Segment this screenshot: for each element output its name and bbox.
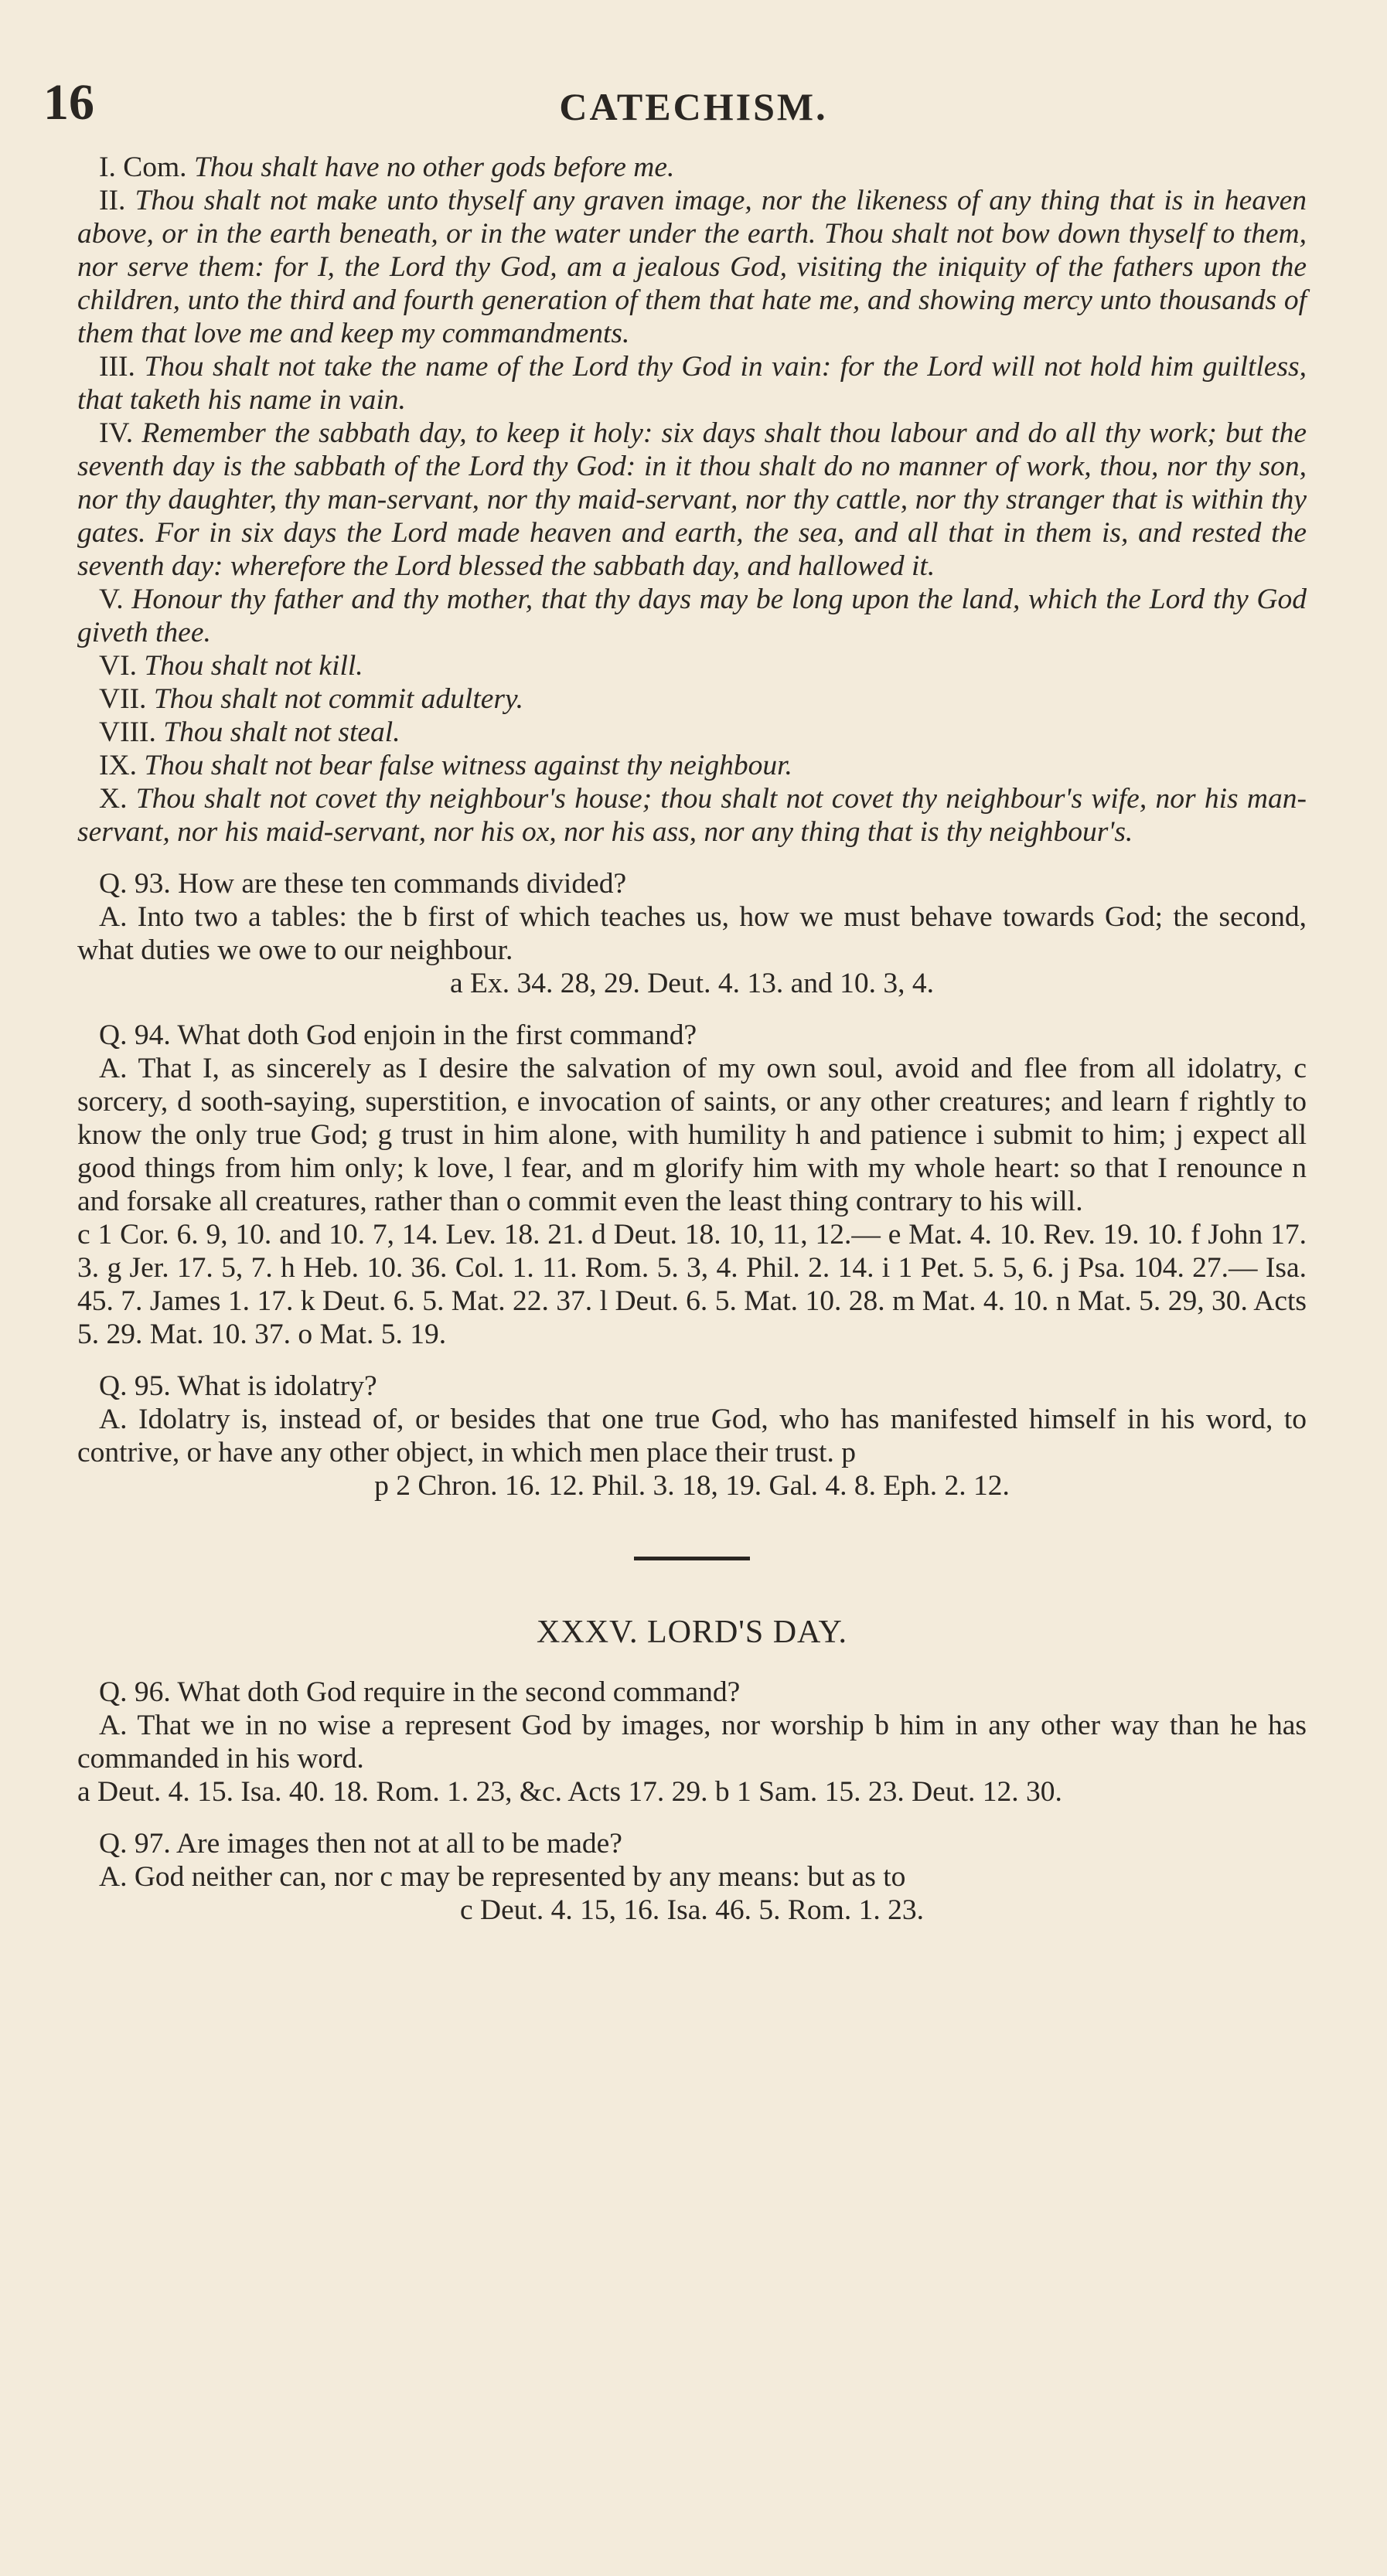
commandment bbox=[77, 682, 1307, 716]
commandment-text: Thou shalt not covet thy neighbour's house; thou shalt not covet thy neighbour's wife, nor his man-servant, nor his maid-servant, nor his ox, nor his ass, nor any thing that is thy neighbour's. bbox=[77, 783, 1307, 848]
section-title: XXXV. LORD'S DAY. bbox=[537, 1615, 847, 1650]
commandment bbox=[77, 350, 1307, 417]
commandment-text: Thou shalt not bear false witness against thy neighbour. bbox=[144, 750, 792, 781]
commandment-number: V. bbox=[99, 584, 124, 615]
commandment-text: Honour thy father and thy mother, that thy days may be long upon the land, which the Lord thy God giveth thee. bbox=[77, 584, 1307, 648]
commandment-text: Thou shalt have no other gods before me. bbox=[193, 151, 675, 183]
commandment bbox=[77, 417, 1307, 583]
scripture-references: p 2 Chron. 16. 12. Phil. 3. 18, 19. Gal. 4. 8. Eph. 2. 12. bbox=[374, 1470, 1010, 1502]
commandment-text: Thou shalt not take the name of the Lord thy God in vain: for the Lord will not hold him guiltless, that taketh his name in vain. bbox=[77, 351, 1307, 416]
question-text: Q. 96. What doth God require in the second command? bbox=[99, 1676, 741, 1708]
commandment-text: Thou shalt not make unto thyself any graven image, nor the likeness of any thing that is in heaven above, or in the earth beneath, or in the water under the earth. Thou shalt not bow down thyself to them, nor serve them: for I, the Lord thy God, am a jealous God, visiting the iniquity of the fathers upon the children, unto the third and fourth generation of them that hate me, and showing mercy unto thousands of them that love me and keep my commandments. bbox=[77, 185, 1307, 349]
question-block bbox=[77, 1370, 1307, 1502]
answer-text: A. God neither can, nor c may be represented by any means: but as to bbox=[99, 1861, 906, 1893]
question-text: Q. 94. What doth God enjoin in the first command? bbox=[99, 1019, 697, 1051]
commandment-text: Thou shalt not kill. bbox=[144, 650, 363, 682]
question-block bbox=[77, 1676, 1307, 1809]
answer-text: A. Idolatry is, instead of, or besides that one true God, who has manifested himself in his word, to contrive, or have any other object, in which men place their trust. p bbox=[77, 1404, 1307, 1468]
scripture-references: c Deut. 4. 15, 16. Isa. 46. 5. Rom. 1. 23. bbox=[460, 1894, 924, 1926]
page-header bbox=[0, 68, 1387, 138]
commandment-number: X. bbox=[99, 783, 128, 815]
commandment-number: I. bbox=[99, 151, 116, 183]
question-text: Q. 97. Are images then not at all to be made? bbox=[99, 1828, 622, 1860]
page-number: 16 bbox=[43, 74, 94, 131]
commandment bbox=[77, 749, 1307, 782]
commandment-number: II. bbox=[99, 185, 126, 216]
commandment-prefix: Com. bbox=[123, 151, 187, 183]
commandment-number: III. bbox=[99, 351, 135, 383]
question-text: Q. 93. How are these ten commands divided? bbox=[99, 868, 627, 900]
answer-text: A. That we in no wise a represent God by images, nor worship b him in any other way than he has commanded in his word. bbox=[77, 1710, 1307, 1775]
question-block bbox=[77, 1827, 1307, 1927]
commandment-text: Thou shalt not steal. bbox=[163, 716, 400, 748]
commandment-number: IX. bbox=[99, 750, 137, 781]
section-divider bbox=[634, 1557, 750, 1560]
commandment-number: VI. bbox=[99, 650, 137, 682]
commandment-text: Thou shalt not commit adultery. bbox=[153, 683, 523, 715]
scripture-references: c 1 Cor. 6. 9, 10. and 10. 7, 14. Lev. 18. 21. d Deut. 18. 10, 11, 12.— e Mat. 4. 10. Rev. 19. 10. f John 17. 3. g Jer. 17. 5, 7. h Heb. 10. 36. Col. 1. 11. Rom. 5. 3, 4. Phil. 2. 14. i 1 Pet. 5. 5, 6. j Psa. 104. 27.— Isa. 45. 7. James 1. 17. k Deut. 6. 5. Mat. 22. 37. l Deut. 6. 5. Mat. 10. 28. m Mat. 4. 10. n Mat. 5. 29, 30. Acts 5. 29. Mat. 10. 37. o Mat. 5. 19. bbox=[77, 1219, 1307, 1350]
commandment bbox=[77, 716, 1307, 749]
answer-text: A. That I, as sincerely as I desire the salvation of my own soul, avoid and flee from all idolatry, c sorcery, d sooth-saying, superstition, e invocation of saints, or any other creatures; and learn f rightly to know the only true God; g trust in him alone, with humility h and patience i submit to him; j expect all good things from him only; k love, l fear, and m glorify him with my whole heart: so that I renounce n and forsake all creatures, rather than o commit even the least thing contrary to his will. bbox=[77, 1053, 1307, 1217]
commandment bbox=[77, 151, 1307, 184]
questions-block-before bbox=[77, 867, 1307, 1502]
question-block bbox=[77, 867, 1307, 1000]
commandment-number: IV. bbox=[99, 417, 134, 449]
running-title: CATECHISM. bbox=[559, 85, 828, 128]
commandment bbox=[77, 649, 1307, 682]
commandment-text: Remember the sabbath day, to keep it holy: six days shalt thou labour and do all thy work; but the seventh day is the sabbath of the Lord thy God: in it thou shalt do no manner of work, thou, nor thy son, nor thy daughter, thy man-servant, nor thy maid-servant, nor thy cattle, nor thy stranger that is within thy gates. For in six days the Lord made heaven and earth, the sea, and all that in them is, and rested the seventh day: wherefore the Lord blessed the sabbath day, and hallowed it. bbox=[77, 417, 1307, 582]
scripture-references: a Ex. 34. 28, 29. Deut. 4. 13. and 10. 3, 4. bbox=[450, 968, 934, 999]
commandment bbox=[77, 184, 1307, 350]
page-body bbox=[77, 151, 1307, 1927]
answer-text: A. Into two a tables: the b first of which teaches us, how we must behave towards God; the second, what duties we owe to our neighbour. bbox=[77, 901, 1307, 966]
commandment-number: VIII. bbox=[99, 716, 156, 748]
question-text: Q. 95. What is idolatry? bbox=[99, 1370, 377, 1402]
commandment bbox=[77, 782, 1307, 849]
questions-block-after bbox=[77, 1676, 1307, 1927]
commandment bbox=[77, 583, 1307, 649]
scripture-references: a Deut. 4. 15. Isa. 40. 18. Rom. 1. 23, &c. Acts 17. 29. b 1 Sam. 15. 23. Deut. 12. 30. bbox=[77, 1776, 1062, 1808]
commandment-number: VII. bbox=[99, 683, 147, 715]
commandments-list bbox=[77, 151, 1307, 849]
question-block bbox=[77, 1019, 1307, 1351]
